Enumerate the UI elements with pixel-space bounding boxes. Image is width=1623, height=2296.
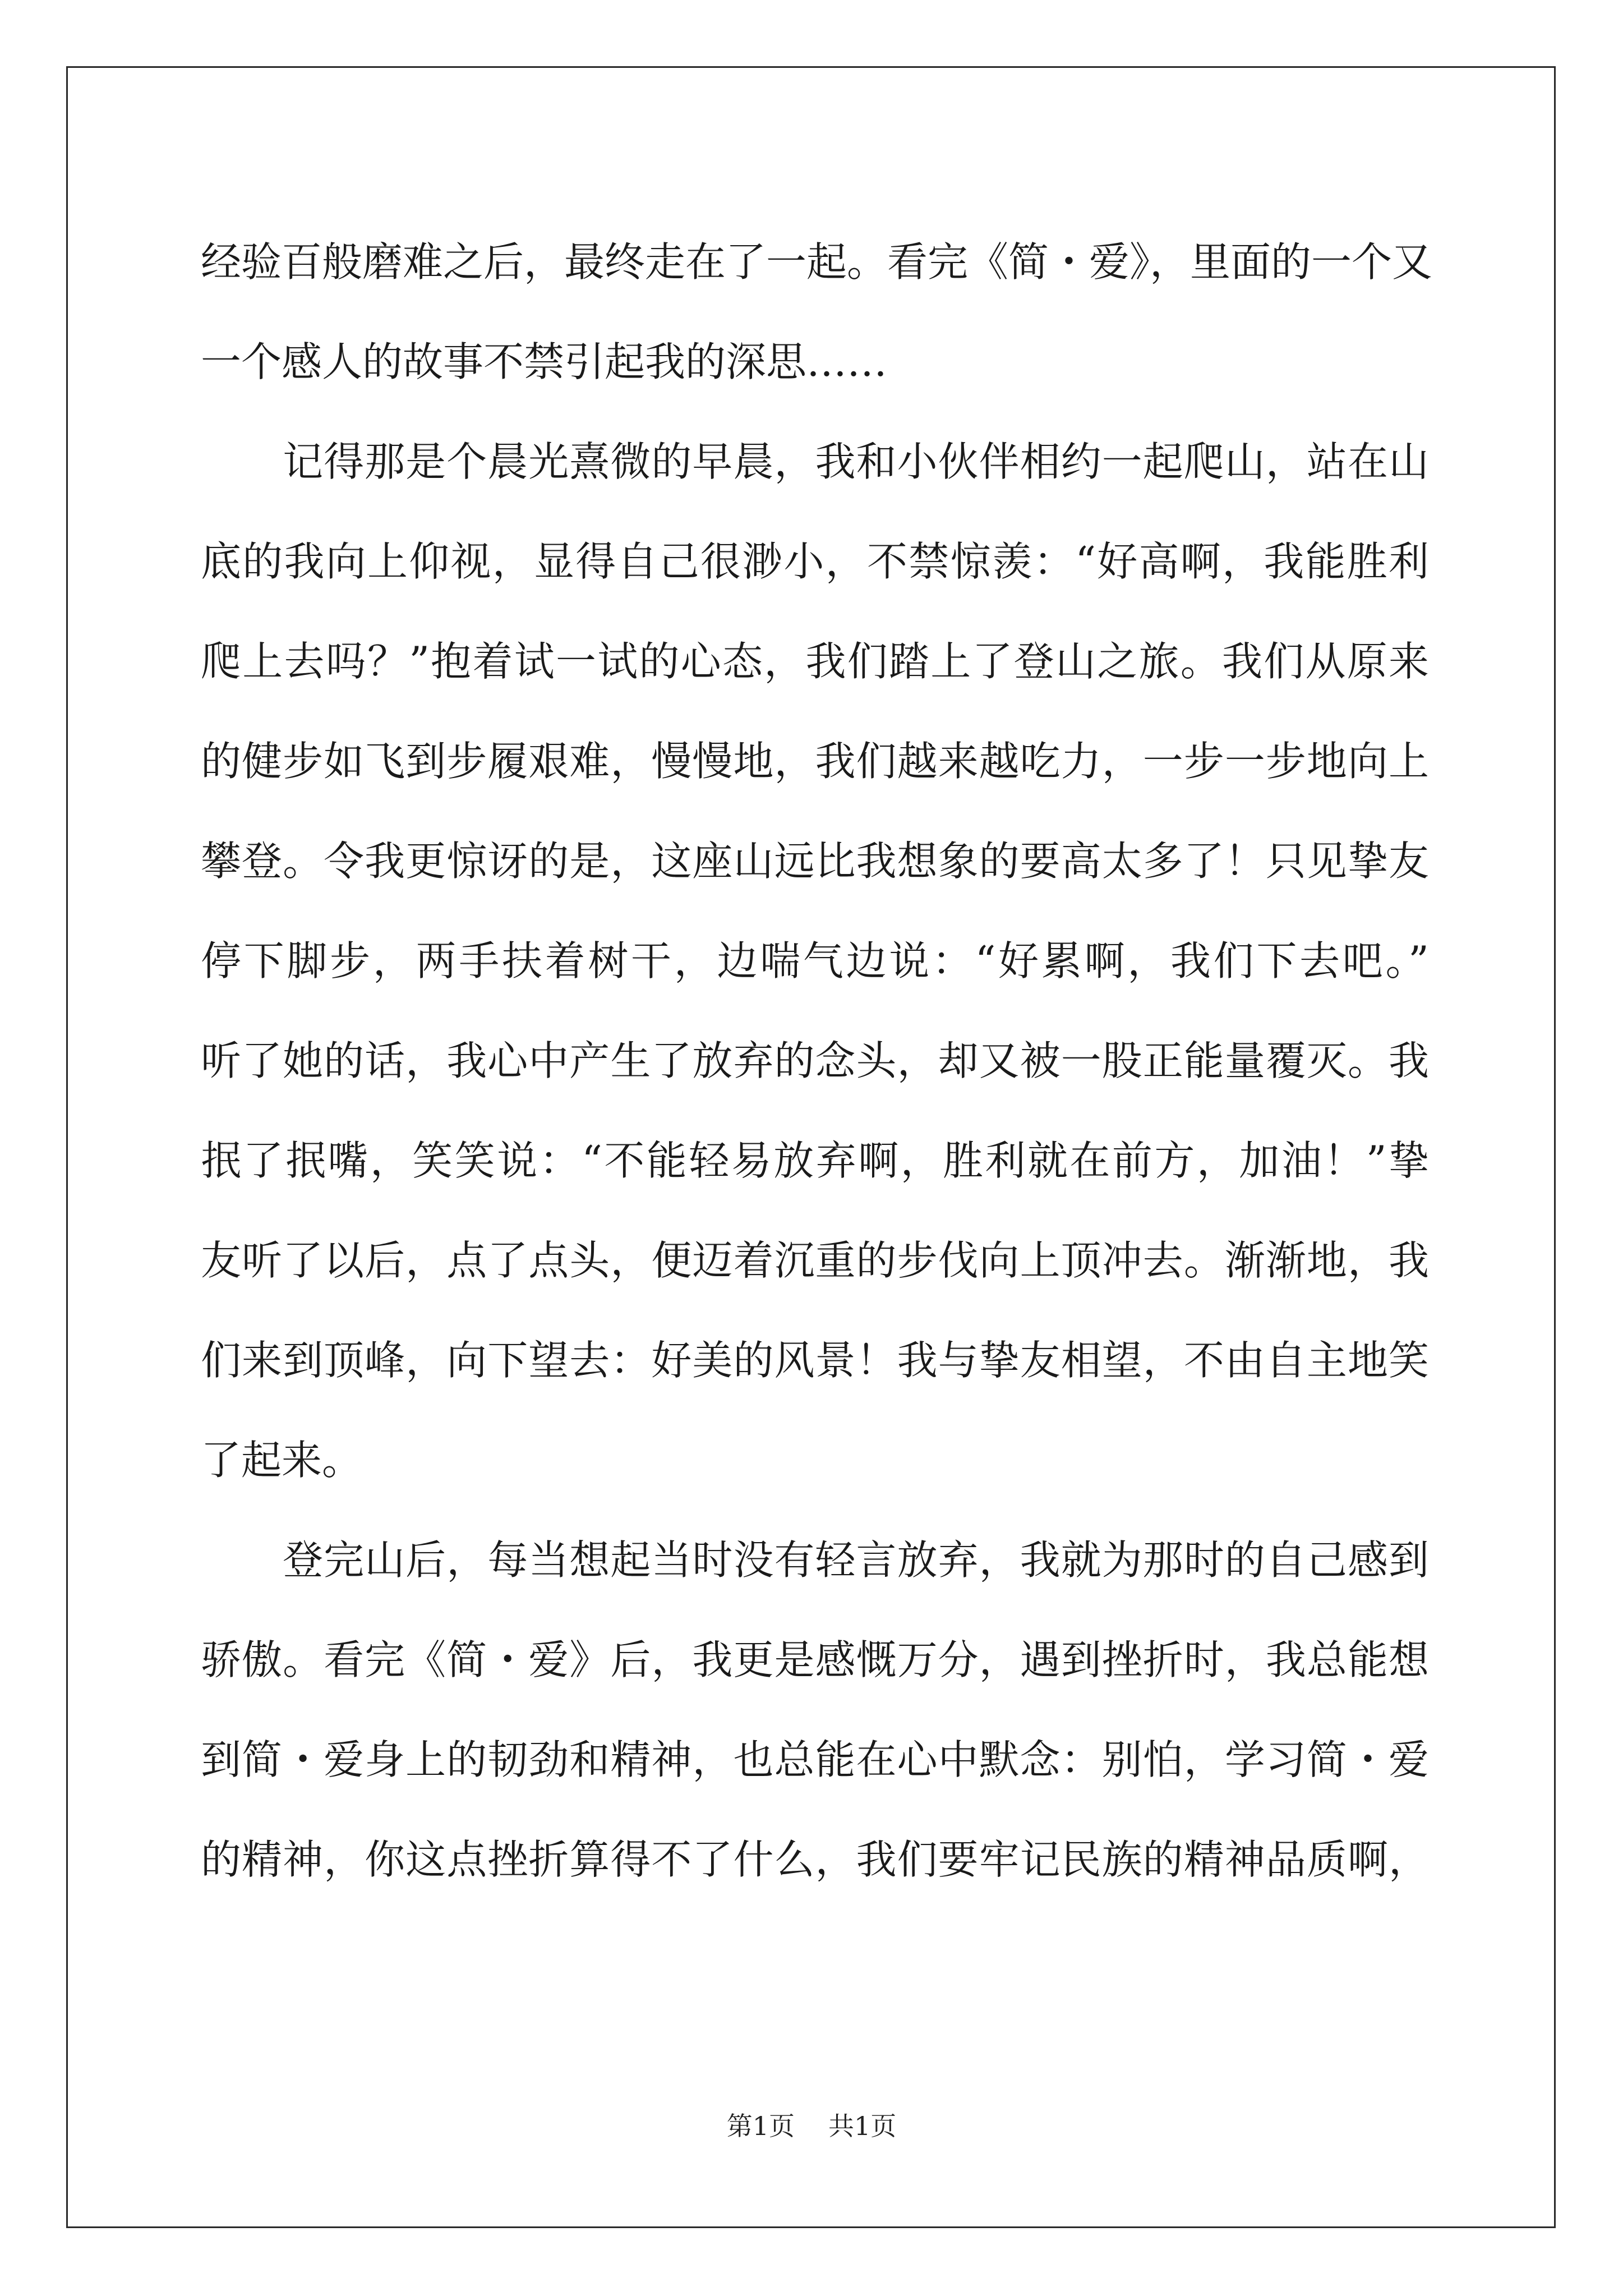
text-line: 们来到顶峰，向下望去：好美的风景！我与挚友相望，不由自主地笑	[201, 1337, 1429, 1384]
text-line: 经验百般磨难之后，最终走在了一起。看完《简・爱》，里面的一个又	[201, 238, 1433, 286]
text-line: 友听了以后，点了点头，便迈着沉重的步伐向上顶冲去。渐渐地，我	[201, 1237, 1429, 1284]
text-line: 攀登。令我更惊讶的是，这座山远比我想象的要高太多了！只见挚友	[201, 838, 1429, 885]
page-number: 第1页	[726, 2111, 795, 2141]
text-line: 登完山后，每当想起当时没有轻言放弃，我就为那时的自己感到	[201, 1536, 1429, 1584]
text-line: 抿了抿嘴，笑笑说：“不能轻易放弃啊，胜利就在前方，加油！”挚	[201, 1137, 1429, 1184]
text-line: 底的我向上仰视，显得自己很渺小，不禁惊羡：“好高啊，我能胜利	[201, 538, 1429, 585]
text-line: 到简・爱身上的韧劲和精神，也总能在心中默念：别怕，学习简・爱	[201, 1736, 1429, 1783]
text-line: 爬上去吗？”抱着试一试的心态，我们踏上了登山之旅。我们从原来	[201, 638, 1429, 685]
text-line: 骄傲。看完《简・爱》后，我更是感慨万分，遇到挫折时，我总能想	[201, 1636, 1429, 1683]
text-line: 的精神，你这点挫折算得不了什么，我们要牢记民族的精神品质啊，	[201, 1836, 1429, 1883]
text-line: 听了她的话，我心中产生了放弃的念头，却又被一股正能量覆灭。我	[201, 1037, 1429, 1084]
text-line: 记得那是个晨光熹微的早晨，我和小伙伴相约一起爬山，站在山	[201, 438, 1429, 485]
document-body	[201, 212, 1433, 1910]
page-footer	[0, 2109, 1623, 2143]
text-line: 了起来。	[201, 1437, 363, 1484]
text-line: 停下脚步，两手扶着树干，边喘气边说：“好累啊，我们下去吧。”	[201, 937, 1429, 984]
text-line: 的健步如飞到步履艰难，慢慢地，我们越来越吃力，一步一步地向上	[201, 738, 1429, 785]
text-line: 一个感人的故事不禁引起我的深思……	[201, 338, 888, 385]
page-total: 共1页	[828, 2111, 897, 2141]
